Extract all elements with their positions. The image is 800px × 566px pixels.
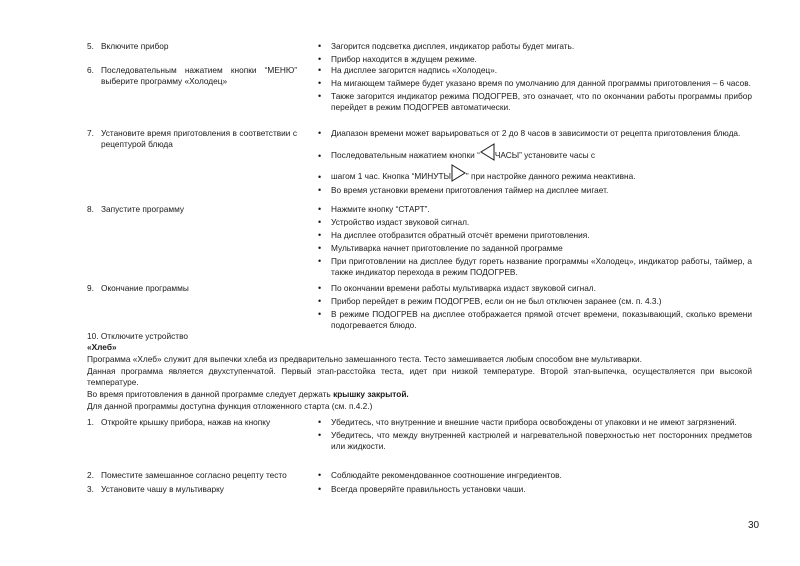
- bullet-item: • Мультиварка начнет приготовление по заданной программе: [318, 243, 563, 253]
- step-number: 9.: [87, 283, 94, 293]
- bullet-icon: •: [318, 243, 322, 253]
- bullet-item: • Загорится подсветка дисплея, индикатор работы будет мигать.: [318, 41, 575, 51]
- bullet-item: • При приготовлении на дисплее будут гореть название программы «Холодец», индикатор работы, таймер, а также индикатор перехода в режим ПОДОГРЕВ.: [318, 256, 752, 277]
- left-triangle-icon: [480, 143, 495, 161]
- step-label: Откройте крышку прибора, нажав на кнопку: [101, 417, 271, 427]
- bullet-icon: •: [318, 151, 322, 161]
- step-bullets: [318, 65, 752, 115]
- step-label: Установите время приготовления в соответствии с рецептурой блюда: [101, 128, 297, 149]
- step-label: Включите прибор: [101, 41, 169, 51]
- section-paragraph: Для данной программы доступна функция отложенного старта (см. п.4.2.): [87, 401, 373, 411]
- step-instruction: [87, 128, 297, 150]
- step-bullets: [318, 484, 752, 497]
- bullet-icon: •: [318, 185, 322, 195]
- step-number: 3.: [87, 484, 94, 494]
- bullet-item: • Последовательным нажатием кнопки “ ЧАСЫ” установите часы с: [318, 143, 752, 162]
- bullet-icon: •: [318, 484, 322, 494]
- step-label: Последовательным нажатием кнопки “МЕНЮ” выберите программу «Холодец»: [101, 65, 297, 86]
- bullet-item: • Во время установки времени приготовления таймер на дисплее мигает.: [318, 185, 609, 195]
- bullet-item: • Устройство издаст звуковой сигнал.: [318, 217, 470, 227]
- step-instruction: [87, 41, 297, 52]
- bullet-item: • Также загорится индикатор режима ПОДОГРЕВ, это означает, что по окончании работы программы прибор перейдет в режим ПОДОГРЕВ автоматически.: [318, 91, 752, 112]
- step-label: Установите чашу в мультиварку: [101, 484, 224, 494]
- step-label: Окончание программы: [101, 283, 189, 293]
- step-instruction: [87, 65, 297, 87]
- section-title: «Хлеб»: [87, 342, 117, 352]
- section-paragraph: Программа «Хлеб» служит для выпечки хлеба из предварительно замешанного теста. Тесто замешивается любым способом вне мультиварки.: [87, 354, 642, 364]
- bullet-item: • Убедитесь, что между внутренней кастрюлей и нагревательной поверхностью нет посторонних предметов или жидкости.: [318, 430, 752, 451]
- bullet-item: • Соблюдайте рекомендованное соотношение ингредиентов.: [318, 470, 562, 480]
- bullet-icon: •: [318, 78, 322, 88]
- bullet-icon: •: [318, 283, 322, 293]
- bullet-icon: •: [318, 296, 322, 306]
- bullet-icon: •: [318, 91, 322, 101]
- step-instruction: [87, 283, 297, 294]
- bullet-item: • В режиме ПОДОГРЕВ на дисплее отображается прямой отсчет времени, показывающий, сколько времени подогревается блюдо.: [318, 309, 752, 330]
- bullet-icon: •: [318, 470, 322, 480]
- bullet-item: • На мигающем таймере будет указано время по умолчанию для данной программы приготовления – 6 часов.: [318, 78, 751, 88]
- page-number: 30: [748, 520, 760, 531]
- bullet-icon: •: [318, 430, 322, 440]
- step-bullets: [318, 41, 752, 67]
- bullet-item: • Всегда проверяйте правильность установки чаши.: [318, 484, 526, 494]
- bullet-item: • Диапазон времени может варьироваться от 2 до 8 часов в зависимости от рецепта приготовления блюда.: [318, 128, 741, 138]
- step-number: 6.: [87, 65, 94, 75]
- bullet-icon: •: [318, 204, 322, 214]
- step-bullets: [318, 128, 752, 198]
- bullet-item: • По окончании времени работы мультиварка издаст звуковой сигнал.: [318, 283, 596, 293]
- bullet-item: • шагом 1 час. Кнопка “МИНУТЫ ” при настройке данного режима неактивна.: [318, 164, 752, 183]
- step-instruction: [87, 484, 307, 495]
- bullet-icon: •: [318, 217, 322, 227]
- bullet-icon: •: [318, 230, 322, 240]
- bullet-item: • Прибор перейдет в режим ПОДОГРЕВ, если он не был отключен заранее (см. п. 4.3.): [318, 296, 662, 306]
- step-10: 10. Отключите устройство: [87, 331, 189, 341]
- bullet-icon: •: [318, 128, 322, 138]
- step-bullets: [318, 204, 752, 280]
- step-instruction: [87, 417, 307, 428]
- bullet-icon: •: [318, 309, 322, 319]
- step-number: 7.: [87, 128, 94, 138]
- bullet-item: • Нажмите кнопку “СТАРТ”.: [318, 204, 430, 214]
- step-number: 8.: [87, 204, 94, 214]
- right-triangle-icon: [451, 164, 466, 182]
- step-number: 1.: [87, 417, 94, 427]
- bullet-icon: •: [318, 256, 322, 266]
- bullet-item: • На дисплее загорится надпись «Холодец».: [318, 65, 498, 75]
- bullet-item: • Убедитесь, что внутренние и внешние части прибора освобождены от упаковки и не имеют загрязнений.: [318, 417, 737, 427]
- bullet-icon: •: [318, 54, 322, 64]
- bullet-icon: •: [318, 65, 322, 75]
- section-paragraph: Во время приготовления в данной программе следует держать крышку закрытой.: [87, 389, 409, 399]
- section-paragraph: Данная программа является двухступенчатой. Первый этап-расстойка теста, идет при низкой температуре. Второй этап-выпечка, осуществляется при высокой температуре.: [87, 366, 752, 387]
- step-number: 5.: [87, 41, 94, 51]
- step-bullets: [318, 417, 752, 454]
- bullet-icon: •: [318, 172, 322, 182]
- step-label: Запустите программу: [101, 204, 185, 214]
- bullet-item: • Прибор находится в ждущем режиме.: [318, 54, 477, 64]
- step-bullets: [318, 470, 752, 483]
- bullet-icon: •: [318, 41, 322, 51]
- step-instruction: [87, 470, 307, 481]
- step-instruction: [87, 204, 297, 215]
- bullet-item: • На дисплее отобразится обратный отсчёт времени приготовления.: [318, 230, 590, 240]
- step-bullets: [318, 283, 752, 333]
- step-number: 2.: [87, 470, 94, 480]
- bullet-icon: •: [318, 417, 322, 427]
- step-label: Поместите замешанное согласно рецепту тесто: [101, 470, 287, 480]
